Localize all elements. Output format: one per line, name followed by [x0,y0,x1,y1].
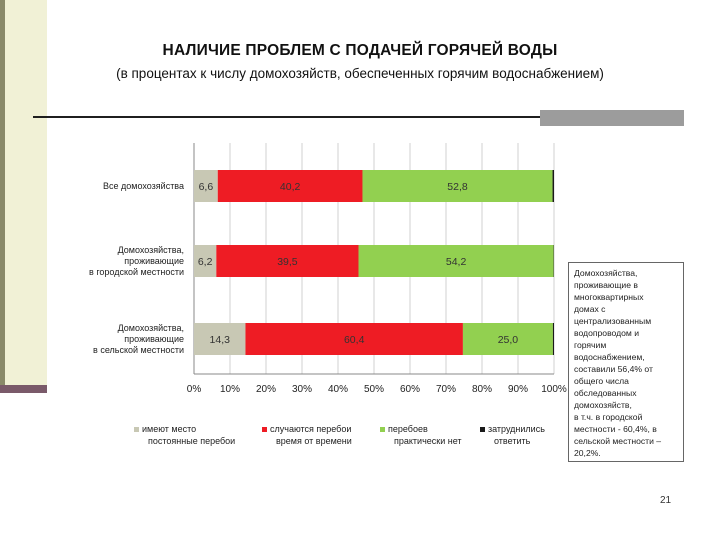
legend-label: случаются перебои [270,424,352,434]
legend-label: время от времени [276,436,352,446]
x-tick-label: 60% [399,384,421,395]
legend-swatch-hard [480,427,485,432]
legend-swatch-constant [134,427,139,432]
x-tick-label: 100% [541,384,567,395]
x-tick-label: 20% [255,384,277,395]
data-label: 6,6 [198,181,214,193]
data-label: 54,2 [445,256,467,268]
chart-title: НАЛИЧИЕ ПРОБЛЕМ С ПОДАЧЕЙ ГОРЯЧЕЙ ВОДЫ [162,42,558,59]
x-tick-label: 90% [507,384,529,395]
category-label: в городской местности [89,267,184,277]
bar-hard [553,170,554,202]
category-label: Все домохозяйства [103,181,184,191]
bar-hard [553,323,554,355]
x-tick-label: 10% [219,384,241,395]
data-label: 60,4 [343,334,365,346]
chart-subtitle: (в процентах к числу домохозяйств, обеспеченных горячим водоснабжением) [116,66,604,81]
category-label: проживающие [124,256,184,266]
data-label: 40,2 [279,181,301,193]
legend-label: перебоев [388,424,428,434]
x-tick-label: 30% [291,384,313,395]
legend-label: практически нет [394,436,462,446]
category-label: в сельской местности [93,345,184,355]
legend-swatch-none [380,427,385,432]
data-label: 6,2 [197,256,213,268]
category-label: Домохозяйства, [117,245,184,255]
legend-label: затруднились [488,424,545,434]
x-tick-label: 0% [186,384,202,395]
data-label: 52,8 [447,181,468,193]
x-tick-label: 50% [363,384,385,395]
category-label: проживающие [124,334,184,344]
legend-label: постоянные перебои [148,436,236,446]
legend-label: имеют место [142,424,197,434]
x-tick-label: 80% [471,384,493,395]
category-label: Домохозяйства, [117,323,184,333]
legend-label: ответить [494,436,531,446]
data-label: 25,0 [497,334,519,346]
x-tick-label: 40% [327,384,349,395]
data-label: 14,3 [209,334,230,346]
data-label: 39,5 [277,256,298,268]
x-tick-label: 70% [435,384,457,395]
page-number: 21 [660,495,672,506]
note-box: Домохозяйства, проживающие в многоквартирных домах с централизованным водопроводом и горячим водоснабжением, составили 56,4% от общего числа обследованных домохозяйств, в т.ч. в городской местности - 60,4%, в сельской местности – 20,2%. [568,262,684,462]
legend-swatch-sometimes [262,427,267,432]
